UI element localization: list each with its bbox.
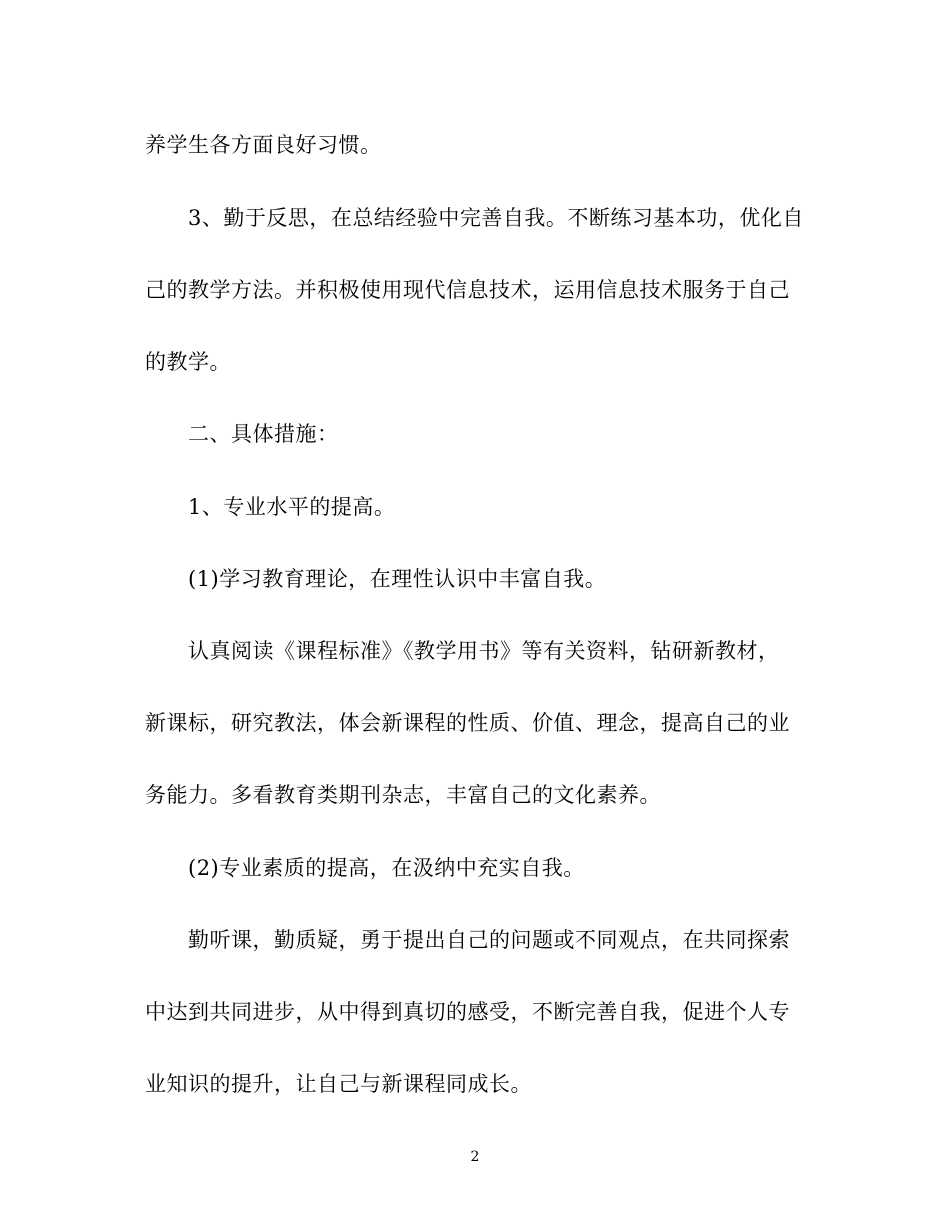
text-line-4: 的教学。 — [145, 350, 231, 374]
text-line-14: 业知识的提升，让自己与新课程同成长。 — [145, 1072, 532, 1096]
page-number: 2 — [470, 1149, 480, 1165]
text-line-10: 务能力。多看教育类期刊杂志，丰富自己的文化素养。 — [145, 783, 661, 807]
text-line-3: 己的教学方法。并积极使用现代信息技术，运用信息技术服务于自己 — [145, 278, 790, 302]
text-line-8: 认真阅读《课程标准》《教学用书》等有关资料，钻研新教材， — [188, 639, 780, 663]
text-line-2: 3、勤于反思，在总结经验中完善自我。不断练习基本功，优化自 — [188, 206, 804, 230]
item-heading-2: (2)专业素质的提高，在汲纳中充实自我。 — [188, 856, 585, 880]
text-line-13: 中达到共同进步，从中得到真切的感受，不断完善自我，促进个人专 — [145, 1000, 790, 1024]
section-heading: 二、具体措施： — [188, 422, 339, 446]
text-line-9: 新课标，研究教法，体会新课程的性质、价值、理念，提高自己的业 — [145, 711, 790, 735]
item-heading-1: (1)学习教育理论，在理性认识中丰富自我。 — [188, 567, 607, 591]
text-line-12: 勤听课，勤质疑，勇于提出自己的问题或不同观点，在共同探索 — [188, 928, 790, 952]
subsection-heading-1: 1、专业水平的提高。 — [188, 495, 396, 519]
text-line-1: 养学生各方面良好习惯。 — [145, 133, 382, 157]
